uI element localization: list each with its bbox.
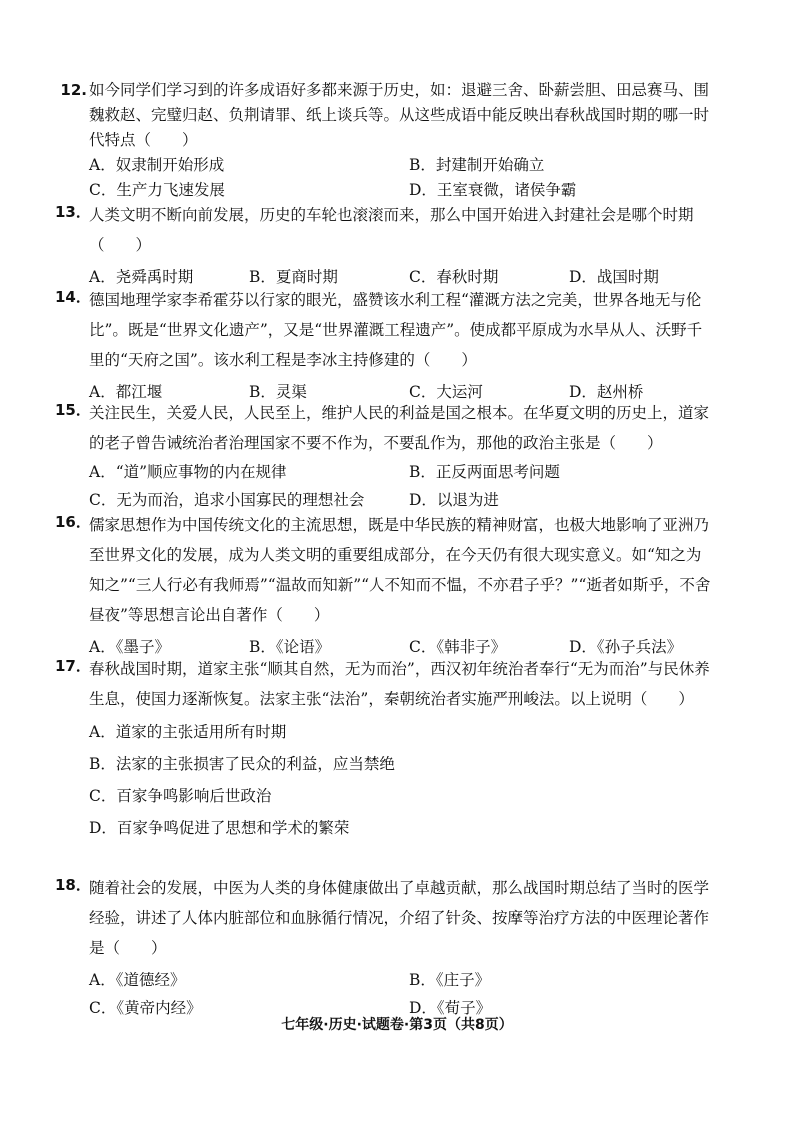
question-number: 15．: [55, 401, 91, 419]
question-number: 12.: [60, 81, 87, 99]
question-18: [55, 873, 715, 1022]
question-stem: 德国地理学家李希霍芬以行家的眼光，盛赞该水利工程“灌溉方法之完美，世界各地无与伦比”。既是“世界文化遗产”，又是“世界灌溉工程遗产”。使成都平原成为水旱从人、沃野千里的“天府之国”。该水利工程是李冰主持修建的（ ）: [89, 291, 703, 369]
question-number: 13．: [55, 203, 91, 221]
option-a: A．“道”顺应事物的内在规律: [89, 463, 287, 481]
option-c: C．无为而治，追求小国寡民的理想社会: [89, 491, 365, 509]
question-12: [55, 78, 715, 203]
question-stem: 儒家思想作为中国传统文化的主流思想，既是中华民族的精神财富，也极大地影响了亚洲乃至世界文化的发展，成为人类文明的重要组成部分，在今天仍有很大现实意义。如“知之为知之”“三人行必有我师焉”“温故而知新”“人不知而不愠，不亦君子乎？”“逝者如斯乎，不舍昼夜”等思想言论出自著作（ ）: [89, 516, 711, 624]
question-stem: 如今同学们学习到的许多成语好多都来源于历史，如：退避三舍、卧薪尝胆、田忌赛马、围魏救赵、完璧归赵、负荆请罪、纸上谈兵等。从这些成语中能反映出春秋战国时期的哪一时代特点（ ）: [89, 81, 710, 149]
question-13: [55, 200, 715, 290]
option-b: B．正反两面思考问题: [409, 463, 560, 481]
option-d: D．《荀子》: [409, 999, 492, 1017]
option-b: B．法家的主张损害了民众的利益，应当禁绝: [89, 755, 395, 773]
option-a: A．《道德经》: [89, 971, 186, 989]
question-stem: 春秋战国时期，道家主张“顺其自然，无为而治”，西汉初年统治者奉行“无为而治”与民休养生息，使国力逐渐恢复。法家主张“法治”，秦朝统治者实施严刑峻法。以上说明（ ）: [89, 660, 710, 708]
option-a: A．《墨子》: [89, 638, 170, 656]
option-d: D．百家争鸣促进了思想和学术的繁荣: [89, 819, 350, 837]
question-15: [55, 398, 715, 514]
option-a: A．奴隶制开始形成: [89, 156, 225, 174]
option-d: D．战国时期: [569, 268, 659, 286]
question-number: 14．: [55, 288, 91, 306]
question-stem: 随着社会的发展，中医为人类的身体健康做出了卓越贡献，那么战国时期总结了当时的医学经验，讲述了人体内脏部位和血脉循行情况，介绍了针灸、按摩等治疗方法的中医理论著作是（ ）: [89, 879, 710, 957]
question-number: 18．: [55, 876, 91, 894]
option-c: C．百家争鸣影响后世政治: [89, 787, 272, 805]
option-d: D．王室衰微，诸侯争霸: [409, 181, 577, 199]
option-b: B．夏商时期: [249, 268, 338, 286]
option-a: A．尧舜禹时期: [89, 268, 194, 286]
option-c: C．大运河: [409, 383, 483, 401]
option-b: B．《论语》: [249, 638, 331, 656]
option-d: D．《孙子兵法》: [569, 638, 683, 656]
option-b: B．灵渠: [249, 383, 307, 401]
question-16: [55, 510, 715, 660]
option-c: C．《黄帝内经》: [89, 999, 202, 1017]
option-a: A．道家的主张适用所有时期: [89, 723, 287, 741]
question-number: 16．: [55, 513, 91, 531]
option-a: A．都江堰: [89, 383, 163, 401]
question-14: [55, 285, 715, 405]
option-b: B．封建制开始确立: [409, 156, 545, 174]
option-d: D．以退为进: [409, 491, 499, 509]
option-c: C．《韩非子》: [409, 638, 507, 656]
question-number: 17．: [55, 657, 91, 675]
option-c: C．生产力飞速发展: [89, 181, 225, 199]
question-stem: 关注民生，关爱人民，人民至上，维护人民的利益是国之根本。在华夏文明的历史上，道家的老子曾告诫统治者治理国家不要不作为，不要乱作为，那他的政治主张是（ ）: [89, 404, 710, 452]
page-footer: 七年级·历史·试题卷·第3页（共8页）: [281, 1017, 513, 1033]
option-c: C．春秋时期: [409, 268, 499, 286]
question-17: [55, 654, 715, 841]
option-d: D．赵州桥: [569, 383, 644, 401]
question-stem: 人类文明不断向前发展，历史的车轮也滚滚而来，那么中国开始进入封建社会是哪个时期（ ）: [89, 206, 694, 254]
option-b: B．《庄子》: [409, 971, 491, 989]
